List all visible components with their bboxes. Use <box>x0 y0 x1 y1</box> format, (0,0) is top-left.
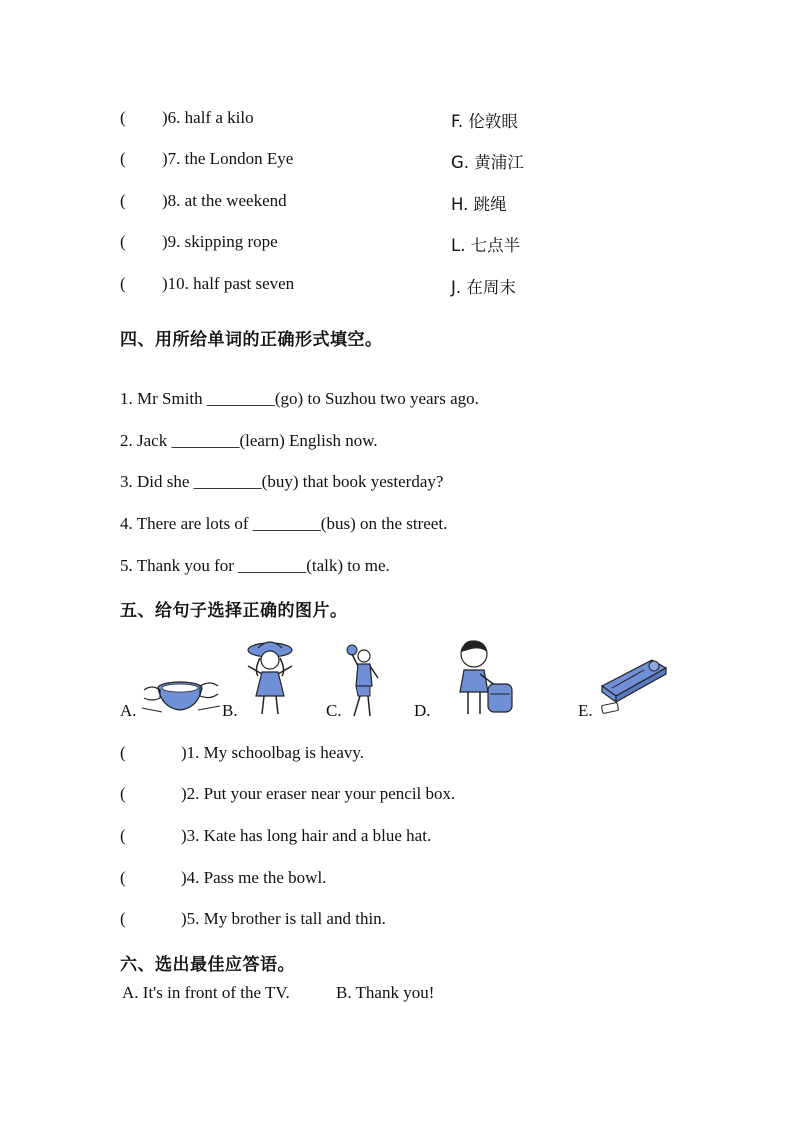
answer-paren[interactable]: ( <box>120 232 126 251</box>
answer-option: B. Thank you! <box>336 983 435 1002</box>
matching-left-item: )9. skipping rope <box>162 232 278 251</box>
answer-paren[interactable]: ( <box>120 191 126 210</box>
answer-paren[interactable]: ( <box>120 274 126 293</box>
sentence-item: )2. Put your eraser near your pencil box. <box>181 784 456 803</box>
sentence-item: )1. My schoolbag is heavy. <box>181 743 365 762</box>
fill-blank-item[interactable]: 5. Thank you for ________(talk) to me. <box>120 556 390 575</box>
sentence-item: )4. Pass me the bowl. <box>181 868 327 887</box>
pencil-box-eraser-icon <box>598 652 670 716</box>
matching-right-item: H. 跳绳 <box>451 195 507 214</box>
matching-left-item: )6. half a kilo <box>162 108 254 127</box>
matching-right-item: F. 伦敦眼 <box>451 112 518 131</box>
matching-right-item: J. 在周末 <box>451 278 516 297</box>
answer-paren[interactable]: ( <box>120 743 126 762</box>
sentence-item: )5. My brother is tall and thin. <box>181 909 386 928</box>
matching-left-item: )7. the London Eye <box>162 149 294 168</box>
matching-left-item: )10. half past seven <box>162 274 295 293</box>
option-label: E. <box>578 701 593 720</box>
option-label: B. <box>222 701 238 720</box>
option-label: C. <box>326 701 342 720</box>
matching-left-item: )8. at the weekend <box>162 191 287 210</box>
answer-paren[interactable]: ( <box>120 108 126 127</box>
answer-option: A. It's in front of the TV. <box>122 983 290 1002</box>
option-label: A. <box>120 701 137 720</box>
bowl-hands-icon <box>142 668 220 720</box>
matching-right-item: L. 七点半 <box>451 236 521 255</box>
answer-paren[interactable]: ( <box>120 826 126 845</box>
girl-with-hat-icon <box>244 636 296 718</box>
fill-blank-item[interactable]: 1. Mr Smith ________(go) to Suzhou two years ago. <box>120 389 479 408</box>
section-heading: 五、给句子选择正确的图片。 <box>120 601 348 621</box>
answer-paren[interactable]: ( <box>120 868 126 887</box>
fill-blank-item[interactable]: 2. Jack ________(learn) English now. <box>120 431 378 450</box>
matching-right-item: G. 黄浦江 <box>451 153 524 172</box>
sentence-item: )3. Kate has long hair and a blue hat. <box>181 826 432 845</box>
answer-paren[interactable]: ( <box>120 909 126 928</box>
answer-paren[interactable]: ( <box>120 149 126 168</box>
answer-paren[interactable]: ( <box>120 784 126 803</box>
section-heading: 四、用所给单词的正确形式填空。 <box>120 330 383 350</box>
section-heading: 六、选出最佳应答语。 <box>120 955 295 975</box>
tall-boy-icon <box>340 642 386 720</box>
fill-blank-item[interactable]: 4. There are lots of ________(bus) on the street. <box>120 514 448 533</box>
girl-with-schoolbag-icon <box>452 636 516 718</box>
option-label: D. <box>414 701 431 720</box>
fill-blank-item[interactable]: 3. Did she ________(buy) that book yesterday? <box>120 472 444 491</box>
